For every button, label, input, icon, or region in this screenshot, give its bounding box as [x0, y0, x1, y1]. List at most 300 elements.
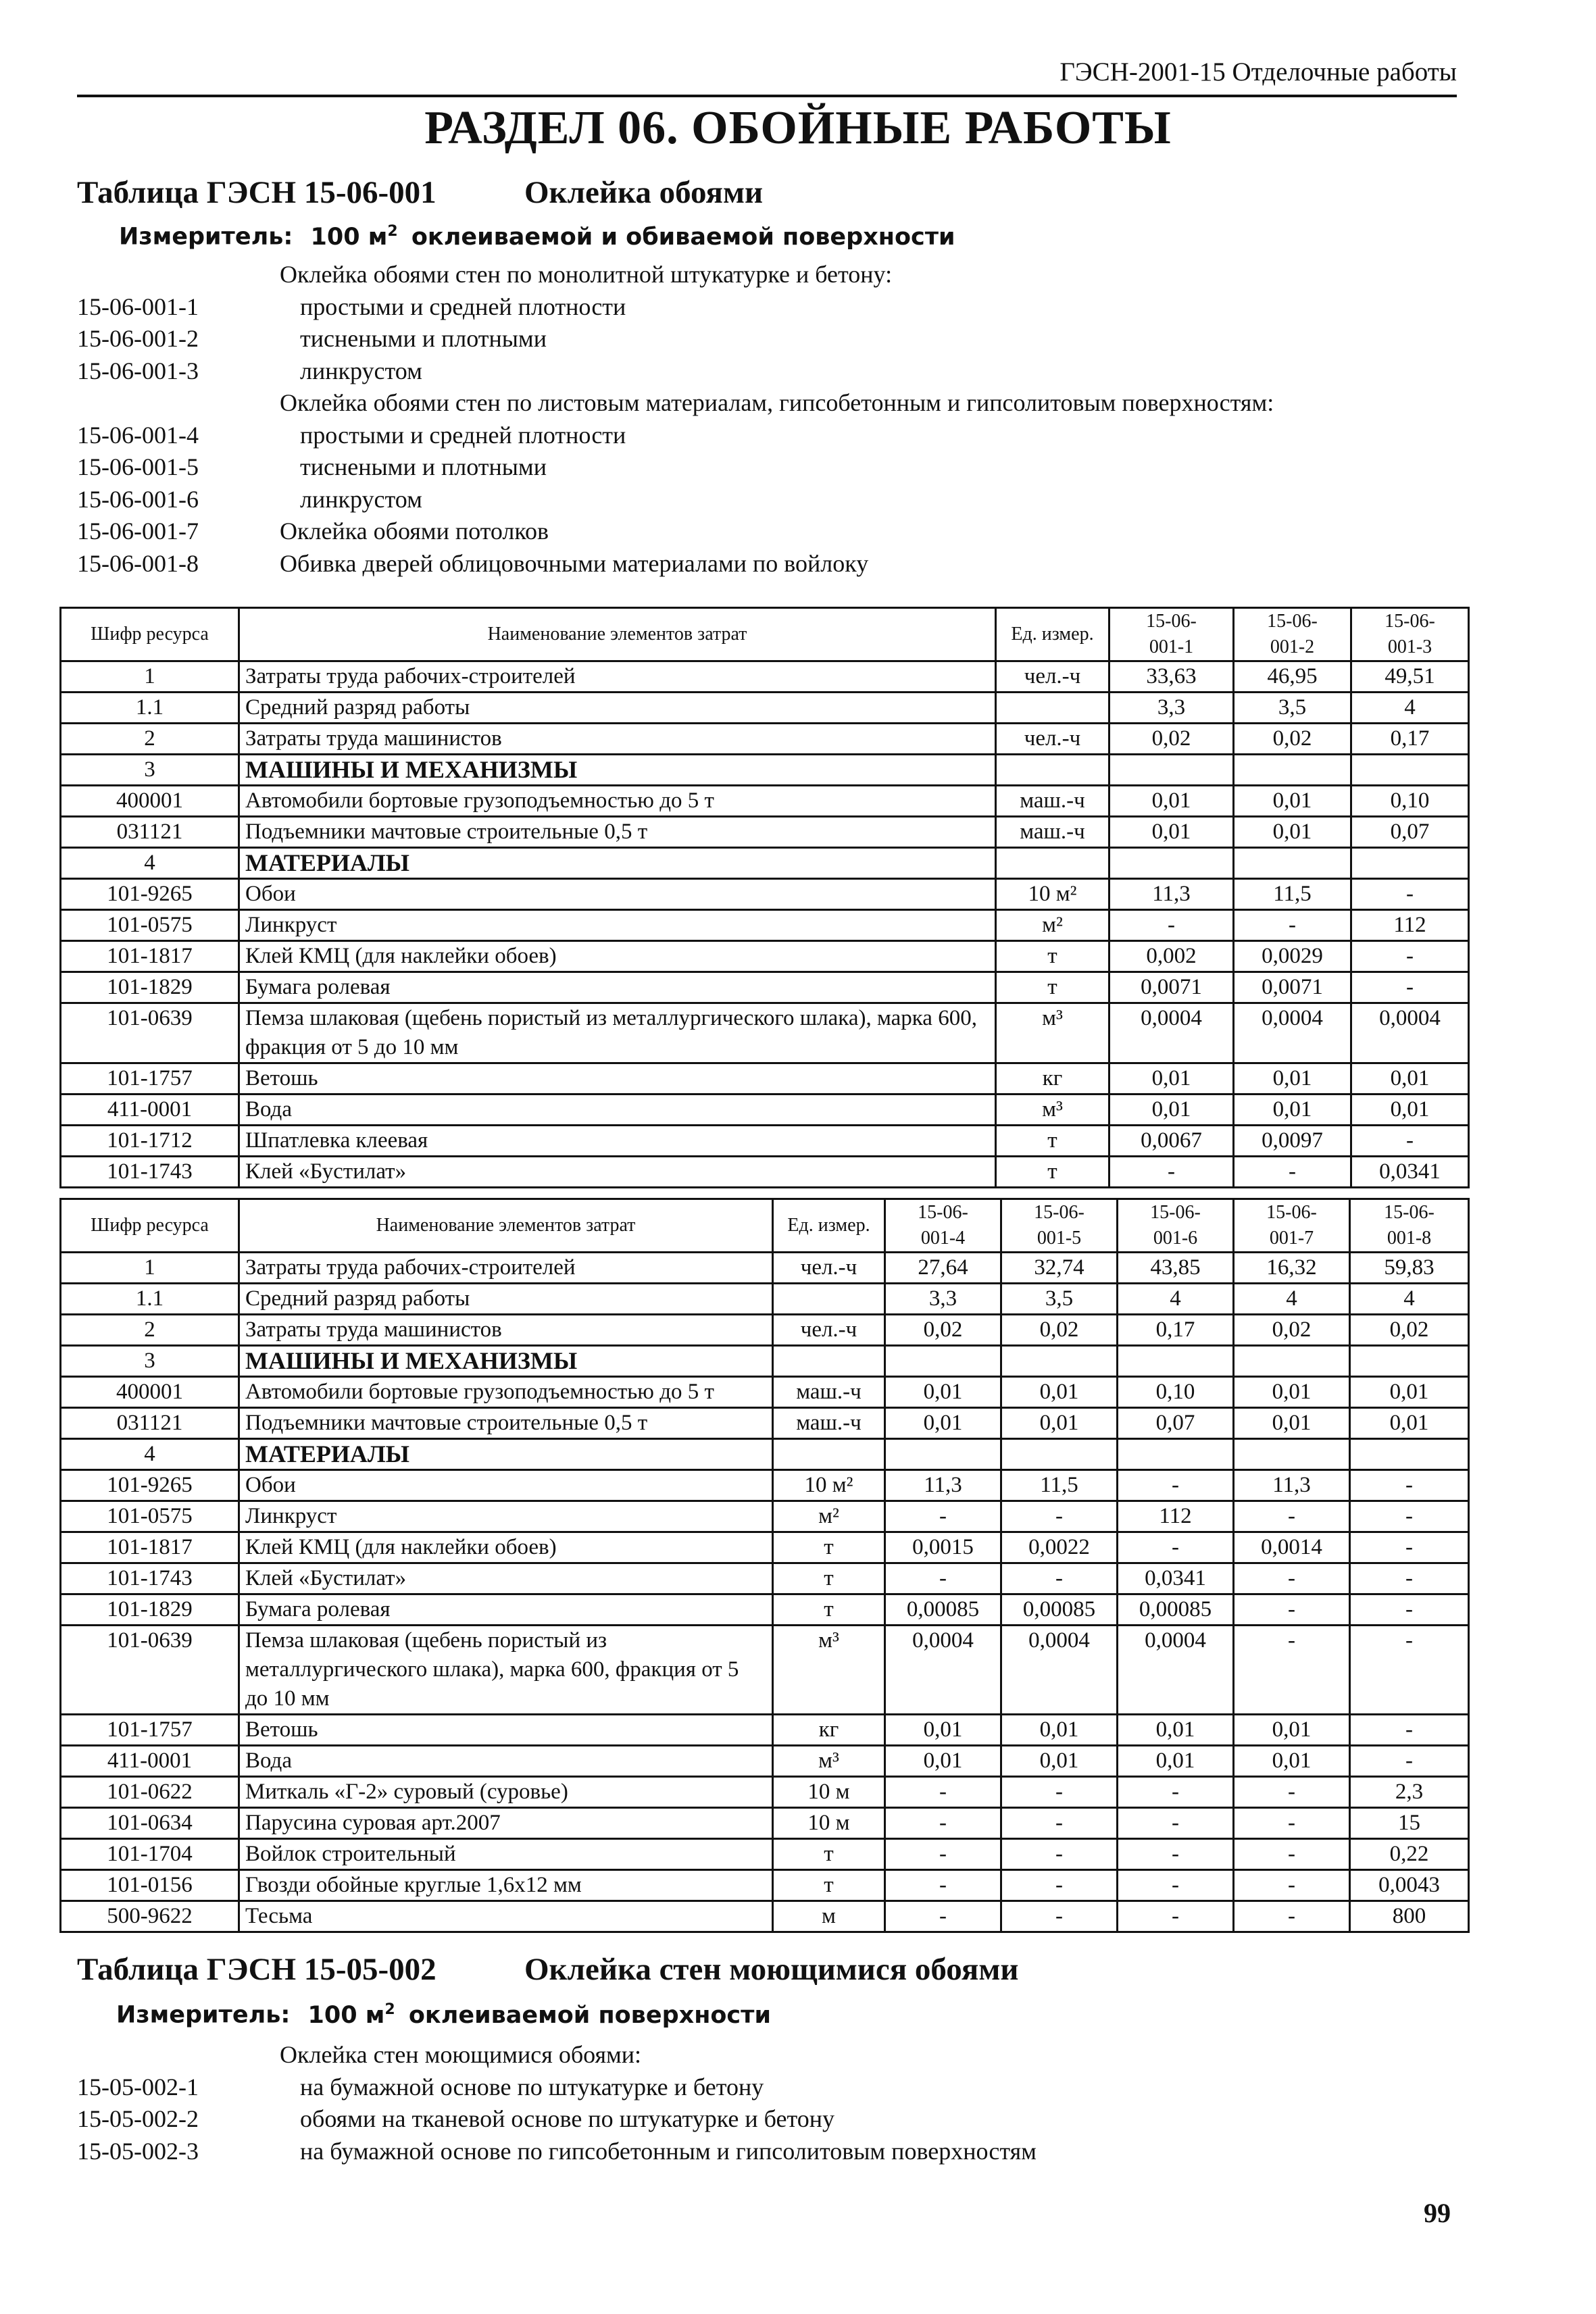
- resource-value: 0,07: [1351, 817, 1469, 848]
- resource-value: [1109, 755, 1234, 786]
- resource-unit: чел.-ч: [996, 661, 1109, 693]
- work-list-row: [77, 355, 1274, 388]
- resource-value: 0,02: [1350, 1315, 1469, 1346]
- resource-value: 0,002: [1109, 941, 1234, 972]
- resource-value: -: [1351, 879, 1469, 910]
- resource-code: 101-1829: [61, 972, 239, 1003]
- resource-code: 101-1757: [61, 1715, 239, 1746]
- column-header: 15-06- 001-1: [1109, 608, 1234, 661]
- resource-unit: кг: [996, 1063, 1109, 1095]
- work-description: линкрустом: [300, 357, 422, 384]
- resource-value: 0,01: [1234, 817, 1351, 848]
- resource-value: 3,5: [1001, 1284, 1118, 1315]
- resource-value: 0,01: [1001, 1715, 1118, 1746]
- resource-value: 0,0014: [1234, 1532, 1350, 1563]
- resource-value: -: [1350, 1746, 1469, 1777]
- resource-value: 0,0029: [1234, 941, 1351, 972]
- resource-value: 4: [1351, 693, 1469, 724]
- resource-code: 411-0001: [61, 1095, 239, 1126]
- resource-table-2: [59, 1198, 1470, 1933]
- table-row: [61, 786, 1469, 817]
- resource-value: 0,0043: [1350, 1870, 1469, 1901]
- work-code: 15-06-001-5: [77, 453, 199, 480]
- meter-label: Измеритель:: [119, 223, 293, 251]
- resource-unit: т: [773, 1839, 885, 1870]
- resource-value: -: [1350, 1715, 1469, 1746]
- resource-value: [1001, 1439, 1118, 1470]
- resource-name: Миткаль «Г-2» суровый (суровье): [239, 1777, 773, 1808]
- resource-value: 0,0004: [1234, 1003, 1351, 1063]
- resource-value: -: [1351, 941, 1469, 972]
- resource-value: -: [1350, 1532, 1469, 1563]
- work-description: Обивка дверей облицовочными материалами по войлоку: [280, 549, 869, 577]
- column-header: Шифр ресурса: [61, 1199, 239, 1253]
- resource-value: -: [885, 1808, 1001, 1839]
- resource-value: -: [885, 1563, 1001, 1594]
- column-header: Шифр ресурса: [61, 608, 239, 661]
- resource-name: Вода: [239, 1746, 773, 1777]
- table1-work-list: [77, 259, 1274, 580]
- resource-value: 11,5: [1234, 879, 1351, 910]
- resource-name: МАТЕРИАЛЫ: [239, 1439, 773, 1470]
- resource-value: [885, 1439, 1001, 1470]
- resource-unit: [996, 848, 1109, 879]
- running-header: ГЭСН-2001-15 Отделочные работы: [1059, 57, 1457, 86]
- resource-value: -: [1350, 1501, 1469, 1532]
- resource-value: -: [1350, 1470, 1469, 1501]
- column-header: 15-06- 001-6: [1118, 1199, 1234, 1253]
- resource-code: 031121: [61, 817, 239, 848]
- work-code: 15-06-001-4: [77, 421, 199, 449]
- resource-value: 27,64: [885, 1253, 1001, 1284]
- resource-value: 112: [1351, 910, 1469, 941]
- resource-value: 0,07: [1118, 1408, 1234, 1439]
- resource-name: Подъемники мачтовые строительные 0,5 т: [239, 817, 996, 848]
- resource-value: 0,0071: [1109, 972, 1234, 1003]
- resource-value: 0,01: [1001, 1377, 1118, 1408]
- table-header-row: [61, 608, 1469, 661]
- resource-value: 0,0341: [1118, 1563, 1234, 1594]
- resource-unit: м³: [996, 1095, 1109, 1126]
- resource-value: -: [885, 1839, 1001, 1870]
- resource-unit: чел.-ч: [996, 724, 1109, 755]
- resource-table-1: [59, 607, 1470, 1188]
- resource-code: 4: [61, 1439, 239, 1470]
- resource-code: 101-1817: [61, 941, 239, 972]
- resource-code: 101-0622: [61, 1777, 239, 1808]
- resource-unit: 10 м: [773, 1808, 885, 1839]
- resource-value: 0,01: [885, 1377, 1001, 1408]
- resource-value: 3,5: [1234, 693, 1351, 724]
- resource-name: Бумага ролевая: [239, 972, 996, 1003]
- work-description: Оклейка обоями стен по листовым материалам, гипсобетонным и гипсолитовым поверхностям:: [280, 389, 1274, 416]
- work-list-row: [77, 323, 1274, 355]
- work-description: на бумажной основе по гипсобетонным и гипсолитовым поверхностям: [300, 2137, 1037, 2165]
- resource-unit: т: [996, 1157, 1109, 1188]
- resource-unit: маш.-ч: [773, 1408, 885, 1439]
- table-row: [61, 661, 1469, 693]
- column-header: 15-06- 001-4: [885, 1199, 1001, 1253]
- resource-value: [1118, 1346, 1234, 1377]
- resource-code: 1.1: [61, 693, 239, 724]
- work-list-row: [77, 420, 1274, 452]
- resource-value: -: [1234, 1870, 1350, 1901]
- column-header: Ед. измер.: [996, 608, 1109, 661]
- resource-value: 3,3: [885, 1284, 1001, 1315]
- resource-unit: [773, 1439, 885, 1470]
- resource-code: 2: [61, 724, 239, 755]
- resource-name: Пемза шлаковая (щебень пористый из металлургического шлака), марка 600, фракция от 5 до 10 мм: [239, 1003, 996, 1063]
- resource-name: Затраты труда рабочих-строителей: [239, 1253, 773, 1284]
- resource-value: 11,5: [1001, 1470, 1118, 1501]
- work-code: 15-06-001-1: [77, 293, 199, 320]
- resource-code: 2: [61, 1315, 239, 1346]
- work-list-row: [77, 291, 1274, 324]
- resource-value: 0,00085: [1001, 1594, 1118, 1626]
- resource-value: 46,95: [1234, 661, 1351, 693]
- resource-value: 33,63: [1109, 661, 1234, 693]
- meter-value: 100 м: [307, 2001, 385, 2029]
- resource-value: -: [1234, 1839, 1350, 1870]
- table-row: [61, 972, 1469, 1003]
- work-code: 15-05-002-3: [77, 2137, 199, 2165]
- resource-value: 2,3: [1350, 1777, 1469, 1808]
- resource-value: 0,01: [1350, 1408, 1469, 1439]
- resource-value: 0,01: [1351, 1095, 1469, 1126]
- resource-name: Войлок строительный: [239, 1839, 773, 1870]
- resource-unit: кг: [773, 1715, 885, 1746]
- resource-value: -: [1234, 1563, 1350, 1594]
- resource-value: 0,0341: [1351, 1157, 1469, 1188]
- resource-code: 3: [61, 1346, 239, 1377]
- resource-value: 11,3: [1109, 879, 1234, 910]
- resource-value: 11,3: [885, 1470, 1001, 1501]
- table-row: [61, 1839, 1469, 1870]
- table-row: [61, 941, 1469, 972]
- resource-unit: маш.-ч: [996, 786, 1109, 817]
- table-row: [61, 1901, 1469, 1932]
- resource-value: 800: [1350, 1901, 1469, 1932]
- resource-code: 031121: [61, 1408, 239, 1439]
- section-title: РАЗДЕЛ 06. ОБОЙНЫЕ РАБОТЫ: [424, 102, 1172, 154]
- work-description: Оклейка обоями потолков: [280, 518, 549, 545]
- resource-unit: [996, 755, 1109, 786]
- resource-code: 400001: [61, 1377, 239, 1408]
- resource-value: 0,01: [1234, 1408, 1350, 1439]
- resource-value: 0,00085: [1118, 1594, 1234, 1626]
- work-list-row: [77, 451, 1274, 484]
- resource-value: -: [1118, 1808, 1234, 1839]
- column-header: 15-06- 001-7: [1234, 1199, 1350, 1253]
- resource-code: 101-0639: [61, 1003, 239, 1063]
- resource-value: [1109, 848, 1234, 879]
- resource-code: 101-1743: [61, 1157, 239, 1188]
- resource-unit: т: [773, 1563, 885, 1594]
- resource-code: 1.1: [61, 1284, 239, 1315]
- resource-code: 101-1817: [61, 1532, 239, 1563]
- resource-code: 101-1704: [61, 1839, 239, 1870]
- resource-name: Ветошь: [239, 1715, 773, 1746]
- resource-value: -: [1001, 1901, 1118, 1932]
- resource-value: 16,32: [1234, 1253, 1350, 1284]
- resource-name: Шпатлевка клеевая: [239, 1126, 996, 1157]
- table-row: [61, 1746, 1469, 1777]
- resource-value: -: [1234, 1901, 1350, 1932]
- resource-value: 0,01: [1109, 1063, 1234, 1095]
- work-description: линкрустом: [300, 485, 422, 513]
- resource-value: -: [1118, 1532, 1234, 1563]
- resource-name: Ветошь: [239, 1063, 996, 1095]
- resource-code: 3: [61, 755, 239, 786]
- resource-value: -: [1001, 1839, 1118, 1870]
- resource-value: -: [885, 1901, 1001, 1932]
- resource-name: Тесьма: [239, 1901, 773, 1932]
- resource-value: -: [1001, 1870, 1118, 1901]
- work-list-row: [77, 548, 1274, 580]
- table2-label: Таблица ГЭСН 15-05-002: [77, 1952, 437, 1987]
- work-list-row: [77, 387, 1274, 420]
- resource-unit: [773, 1284, 885, 1315]
- work-code: 15-05-002-2: [77, 2105, 199, 2132]
- resource-name: Вода: [239, 1095, 996, 1126]
- work-code: 15-05-002-1: [77, 2073, 199, 2101]
- resource-code: 101-0575: [61, 1501, 239, 1532]
- resource-value: 0,01: [1234, 1715, 1350, 1746]
- resource-name: МАШИНЫ И МЕХАНИЗМЫ: [239, 755, 996, 786]
- resource-code: 101-1743: [61, 1563, 239, 1594]
- resource-unit: чел.-ч: [773, 1253, 885, 1284]
- work-list-row: [77, 515, 1274, 548]
- resource-value: 0,01: [1001, 1408, 1118, 1439]
- resource-name: МАШИНЫ И МЕХАНИЗМЫ: [239, 1346, 773, 1377]
- resource-value: 0,01: [885, 1715, 1001, 1746]
- table-row: [61, 1157, 1469, 1188]
- work-code: [77, 259, 280, 291]
- resource-value: 0,01: [1118, 1746, 1234, 1777]
- resource-value: 0,0015: [885, 1532, 1001, 1563]
- table-row: [61, 1063, 1469, 1095]
- resource-name: Линкруст: [239, 910, 996, 941]
- resource-value: -: [1118, 1870, 1234, 1901]
- resource-value: -: [1118, 1470, 1234, 1501]
- resource-code: 101-9265: [61, 1470, 239, 1501]
- resource-code: 101-1829: [61, 1594, 239, 1626]
- resource-name: Клей КМЦ (для наклейки обоев): [239, 1532, 773, 1563]
- table2-meter: [116, 2001, 771, 2029]
- resource-value: -: [1118, 1901, 1234, 1932]
- resource-name: Парусина суровая арт.2007: [239, 1808, 773, 1839]
- resource-value: 4: [1234, 1284, 1350, 1315]
- table1-label: Таблица ГЭСН 15-06-001: [77, 175, 437, 210]
- table1-name: Оклейка обоями: [524, 175, 764, 210]
- resource-unit: [996, 693, 1109, 724]
- work-list-row: [77, 2103, 1037, 2136]
- resource-value: 0,01: [1234, 1095, 1351, 1126]
- resource-value: -: [885, 1870, 1001, 1901]
- resource-value: -: [1350, 1594, 1469, 1626]
- work-code: [77, 387, 280, 420]
- resource-value: -: [1234, 1626, 1350, 1715]
- table-row: [61, 910, 1469, 941]
- table-row: [61, 1808, 1469, 1839]
- resource-value: -: [1351, 972, 1469, 1003]
- resource-value: 0,17: [1351, 724, 1469, 755]
- resource-value: [1234, 848, 1351, 879]
- resource-value: -: [1234, 1777, 1350, 1808]
- resource-code: 101-0639: [61, 1626, 239, 1715]
- meter-label: Измеритель:: [116, 2001, 291, 2029]
- resource-name: Затраты труда машинистов: [239, 724, 996, 755]
- resource-value: 0,01: [1109, 786, 1234, 817]
- resource-value: [1350, 1439, 1469, 1470]
- resource-unit: м³: [773, 1626, 885, 1715]
- resource-unit: маш.-ч: [773, 1377, 885, 1408]
- work-description: Оклейка стен моющимися обоями:: [280, 2041, 642, 2068]
- work-list-row: [77, 2136, 1037, 2168]
- meter-description: оклеиваемой и обиваемой поверхности: [411, 223, 955, 251]
- resource-value: -: [885, 1777, 1001, 1808]
- table-row: [61, 1563, 1469, 1594]
- resource-unit: т: [773, 1870, 885, 1901]
- resource-unit: 10 м²: [996, 879, 1109, 910]
- table-row: [61, 1470, 1469, 1501]
- resource-value: -: [1001, 1777, 1118, 1808]
- resource-value: -: [1234, 1501, 1350, 1532]
- table-row: [61, 1594, 1469, 1626]
- work-code: 15-06-001-3: [77, 357, 199, 384]
- work-code: 15-06-001-2: [77, 325, 199, 352]
- resource-value: -: [1001, 1808, 1118, 1839]
- resource-value: [1234, 1439, 1350, 1470]
- table-row: [61, 848, 1469, 879]
- resource-value: 4: [1350, 1284, 1469, 1315]
- resource-value: 59,83: [1350, 1253, 1469, 1284]
- resource-name: МАТЕРИАЛЫ: [239, 848, 996, 879]
- work-list-row: [77, 259, 1274, 291]
- resource-value: 0,01: [1234, 1377, 1350, 1408]
- work-description: на бумажной основе по штукатурке и бетону: [300, 2073, 764, 2101]
- table-row: [61, 1408, 1469, 1439]
- resource-value: 0,01: [1118, 1715, 1234, 1746]
- resource-value: 0,01: [885, 1746, 1001, 1777]
- table-row: [61, 879, 1469, 910]
- table-row: [61, 724, 1469, 755]
- column-header: 15-06- 001-5: [1001, 1199, 1118, 1253]
- table2-work-list: [77, 2039, 1037, 2167]
- resource-value: 0,01: [1001, 1746, 1118, 1777]
- table-row: [61, 817, 1469, 848]
- table-row: [61, 1532, 1469, 1563]
- resource-value: 0,17: [1118, 1315, 1234, 1346]
- table-header-row: [61, 1199, 1469, 1253]
- column-header: Наименование элементов затрат: [239, 1199, 773, 1253]
- resource-value: 0,01: [1109, 817, 1234, 848]
- table1-meter: [119, 223, 955, 251]
- table-row: [61, 693, 1469, 724]
- resource-value: -: [1109, 910, 1234, 941]
- resource-value: 0,0067: [1109, 1126, 1234, 1157]
- work-list-row: [77, 2039, 1037, 2071]
- resource-value: [1234, 1346, 1350, 1377]
- meter-description: оклеиваемой поверхности: [408, 2001, 771, 2029]
- resource-code: 101-1712: [61, 1126, 239, 1157]
- meter-sup: 2: [387, 223, 398, 240]
- table-row: [61, 1346, 1469, 1377]
- table-row: [61, 1626, 1469, 1715]
- resource-unit: м: [773, 1901, 885, 1932]
- header-rule: [77, 95, 1457, 97]
- table-row: [61, 1501, 1469, 1532]
- table-row: [61, 1377, 1469, 1408]
- resource-unit: 10 м²: [773, 1470, 885, 1501]
- resource-unit: чел.-ч: [773, 1315, 885, 1346]
- work-description: тиснеными и плотными: [300, 325, 547, 352]
- resource-code: 1: [61, 1253, 239, 1284]
- resource-value: -: [1351, 1126, 1469, 1157]
- resource-value: -: [1118, 1777, 1234, 1808]
- resource-value: 3,3: [1109, 693, 1234, 724]
- resource-value: 49,51: [1351, 661, 1469, 693]
- resource-unit: м²: [996, 910, 1109, 941]
- resource-unit: т: [996, 1126, 1109, 1157]
- resource-value: -: [1350, 1626, 1469, 1715]
- resource-value: 0,10: [1118, 1377, 1234, 1408]
- work-list-row: [77, 2071, 1037, 2104]
- resource-name: Линкруст: [239, 1501, 773, 1532]
- page-number: 99: [1424, 2198, 1451, 2228]
- resource-value: 0,0004: [885, 1626, 1001, 1715]
- resource-value: [1351, 755, 1469, 786]
- resource-value: 0,01: [1109, 1095, 1234, 1126]
- resource-name: Обои: [239, 879, 996, 910]
- resource-unit: т: [773, 1532, 885, 1563]
- resource-unit: т: [996, 941, 1109, 972]
- table-row: [61, 1003, 1469, 1063]
- resource-value: -: [1350, 1563, 1469, 1594]
- resource-name: Автомобили бортовые грузоподъемностью до 5 т: [239, 786, 996, 817]
- resource-value: [1351, 848, 1469, 879]
- resource-value: 32,74: [1001, 1253, 1118, 1284]
- resource-value: 0,02: [885, 1315, 1001, 1346]
- resource-value: 11,3: [1234, 1470, 1350, 1501]
- resource-value: 0,0097: [1234, 1126, 1351, 1157]
- resource-name: Пемза шлаковая (щебень пористый из металлургического шлака), марка 600, фракция от 5 до 10 мм: [239, 1626, 773, 1715]
- resource-code: 101-1757: [61, 1063, 239, 1095]
- resource-code: 1: [61, 661, 239, 693]
- resource-value: 0,01: [1234, 1746, 1350, 1777]
- column-header: 15-06- 001-3: [1351, 608, 1469, 661]
- column-header: Наименование элементов затрат: [239, 608, 996, 661]
- work-description: обоями на тканевой основе по штукатурке и бетону: [300, 2105, 834, 2132]
- resource-name: Клей «Бустилат»: [239, 1563, 773, 1594]
- resource-value: 0,0022: [1001, 1532, 1118, 1563]
- resource-value: -: [1234, 1594, 1350, 1626]
- resource-value: 0,02: [1001, 1315, 1118, 1346]
- work-description: простыми и средней плотности: [300, 293, 626, 320]
- resource-name: Клей КМЦ (для наклейки обоев): [239, 941, 996, 972]
- resource-value: [885, 1346, 1001, 1377]
- resource-value: -: [1234, 1808, 1350, 1839]
- resource-value: -: [885, 1501, 1001, 1532]
- resource-value: 0,22: [1350, 1839, 1469, 1870]
- resource-value: -: [1001, 1501, 1118, 1532]
- table-row: [61, 1870, 1469, 1901]
- resource-name: Гвозди обойные круглые 1,6х12 мм: [239, 1870, 773, 1901]
- resource-name: Подъемники мачтовые строительные 0,5 т: [239, 1408, 773, 1439]
- resource-code: 400001: [61, 786, 239, 817]
- resource-name: Обои: [239, 1470, 773, 1501]
- resource-name: Средний разряд работы: [239, 693, 996, 724]
